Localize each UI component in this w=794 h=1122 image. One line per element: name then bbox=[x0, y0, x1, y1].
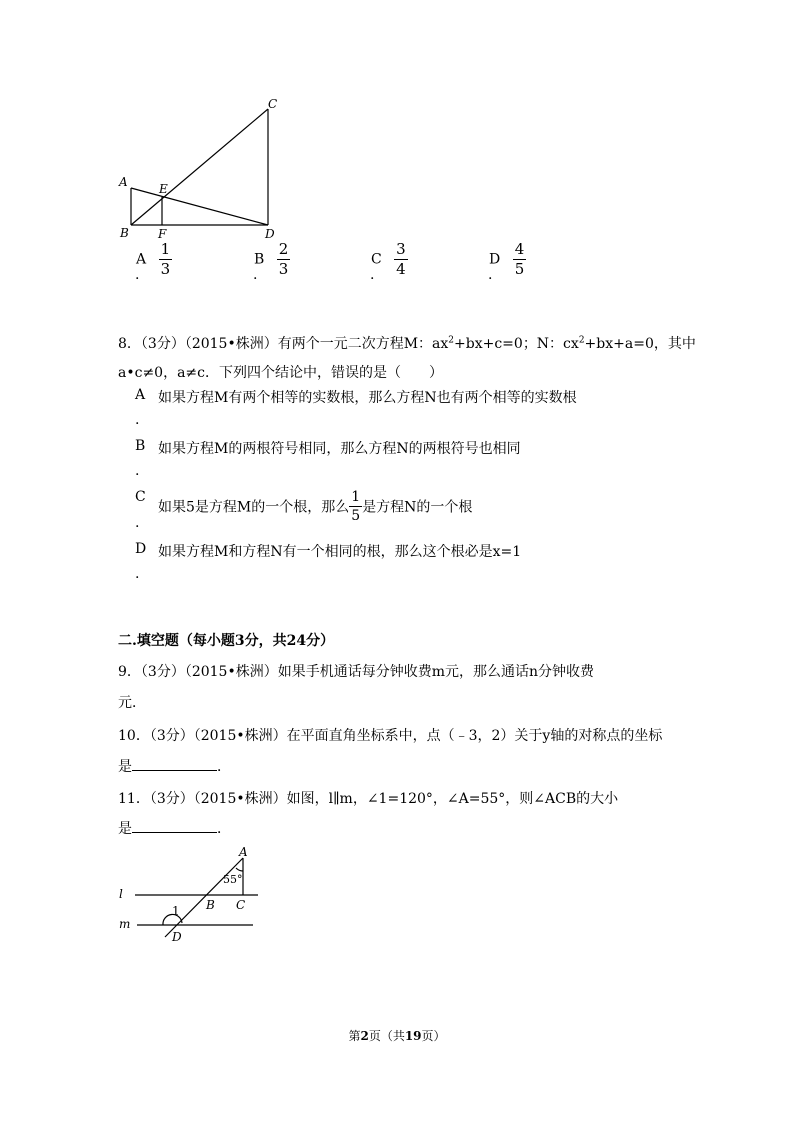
q8-option-c-text[interactable] bbox=[158, 490, 472, 523]
angle-55-label: 55° bbox=[223, 873, 243, 886]
page-number: 2 bbox=[360, 1029, 369, 1043]
option-letter: C bbox=[371, 251, 382, 268]
q8-option-d-letter[interactable]: D bbox=[135, 541, 147, 557]
label-m: m bbox=[119, 917, 131, 931]
q8-dot-c: . bbox=[135, 515, 140, 531]
label-D: D bbox=[265, 227, 275, 240]
option-c-prefix: 如果5是方程M的一个根，那么 bbox=[158, 499, 350, 516]
label-A: A bbox=[119, 175, 128, 189]
option-letter: D bbox=[489, 251, 501, 268]
q8-option-a-letter[interactable]: A bbox=[135, 387, 146, 403]
q11-line2 bbox=[118, 818, 231, 838]
footer-mid: 页（共 bbox=[368, 1029, 405, 1043]
q11-figure bbox=[110, 840, 270, 950]
q7-option-b[interactable] bbox=[254, 242, 290, 277]
q7-option-a[interactable] bbox=[136, 242, 172, 277]
q8-option-b-text[interactable]: 如果方程M的两根符号相同，那么方程N的两根符号也相同 bbox=[158, 441, 521, 457]
numerator: 1 bbox=[351, 489, 361, 505]
option-c-fraction bbox=[349, 490, 362, 523]
q8-option-d-text[interactable]: 如果方程M和方程N有一个相同的根，那么这个根必是x=1 bbox=[158, 544, 522, 560]
q9-line2: 元． bbox=[118, 695, 146, 711]
label-B: B bbox=[206, 898, 215, 912]
option-fraction bbox=[277, 242, 291, 277]
denominator: 3 bbox=[160, 260, 171, 278]
q8-option-a-text[interactable]: 如果方程M有两个相等的实数根，那么方程N也有两个相等的实数根 bbox=[158, 390, 577, 406]
q7-dot-d: . bbox=[488, 267, 493, 283]
q10-line2 bbox=[118, 756, 231, 776]
q7-dot-c: . bbox=[370, 267, 375, 283]
numerator: 1 bbox=[160, 240, 171, 258]
angle-1-label: 1 bbox=[172, 904, 180, 918]
numerator: 4 bbox=[514, 240, 525, 258]
option-fraction bbox=[513, 242, 527, 277]
option-fraction bbox=[394, 242, 408, 277]
q11-line1: 11．（3分）（2015•株洲）如图，l∥m，∠1=120°，∠A=55°，则∠ACB的大小 bbox=[118, 791, 619, 807]
q11-line2-prefix: 是 bbox=[118, 821, 132, 837]
q7-option-c[interactable] bbox=[371, 242, 408, 277]
numerator: 3 bbox=[396, 240, 406, 258]
q8-stem-suffix: +bx+a=0，其中 bbox=[584, 336, 696, 352]
q11-line2-suffix: ． bbox=[217, 821, 231, 837]
denominator: 3 bbox=[278, 260, 289, 278]
label-B: B bbox=[120, 226, 129, 240]
q7-figure bbox=[110, 95, 290, 240]
option-fraction bbox=[159, 242, 173, 277]
q7-dot-a: . bbox=[135, 267, 140, 283]
q8-stem-line2: a•c≠0，a≠c．下列四个结论中，错误的是（ ） bbox=[118, 365, 443, 381]
numerator: 2 bbox=[278, 240, 289, 258]
q8-stem-prefix: 8．（3分）（2015•株洲）有两个一元二次方程M：ax bbox=[118, 336, 449, 352]
footer-prefix: 第 bbox=[348, 1029, 361, 1043]
footer-suffix: 页） bbox=[421, 1029, 446, 1043]
q8-stem-line1 bbox=[118, 333, 696, 353]
q8-stem-mid: +bx+c=0；N：cx bbox=[454, 336, 579, 352]
q8-dot-a: . bbox=[135, 412, 140, 428]
option-c-suffix: 是方程N的一个根 bbox=[362, 499, 473, 516]
denominator: 4 bbox=[396, 260, 406, 278]
label-E: E bbox=[159, 182, 168, 196]
denominator: 5 bbox=[351, 508, 361, 524]
q8-option-c-letter[interactable]: C bbox=[135, 489, 146, 505]
q10-line1: 10．（3分）（2015•株洲）在平面直角坐标系中，点（﹣3，2）关于y轴的对称点的坐标 bbox=[118, 728, 663, 744]
label-l: l bbox=[119, 887, 123, 901]
q10-line2-suffix: ． bbox=[217, 759, 231, 775]
label-F: F bbox=[158, 227, 167, 240]
q8-option-b-letter[interactable]: B bbox=[135, 438, 146, 454]
q8-dot-d: . bbox=[135, 566, 140, 582]
page-footer bbox=[0, 1027, 794, 1044]
section-title: 二.填空题（每小题3分，共24分） bbox=[118, 633, 335, 649]
exponent: 2 bbox=[578, 335, 585, 346]
label-A: A bbox=[239, 845, 248, 859]
q8-dot-b: . bbox=[135, 463, 140, 479]
q9-line1: 9．（3分）（2015•株洲）如果手机通话每分钟收费m元，那么通话n分钟收费 bbox=[118, 664, 594, 680]
exponent: 2 bbox=[448, 335, 455, 346]
label-D: D bbox=[172, 930, 182, 944]
option-letter: A bbox=[136, 251, 147, 268]
q10-line2-prefix: 是 bbox=[118, 759, 132, 775]
q11-answer-blank[interactable] bbox=[132, 818, 217, 833]
q10-answer-blank[interactable] bbox=[132, 756, 217, 771]
label-C: C bbox=[268, 97, 278, 111]
q7-dot-b: . bbox=[253, 267, 258, 283]
label-C: C bbox=[236, 898, 246, 912]
option-letter: B bbox=[254, 251, 265, 268]
q7-option-d[interactable] bbox=[489, 242, 526, 277]
denominator: 5 bbox=[514, 260, 525, 278]
total-pages: 19 bbox=[404, 1029, 422, 1043]
